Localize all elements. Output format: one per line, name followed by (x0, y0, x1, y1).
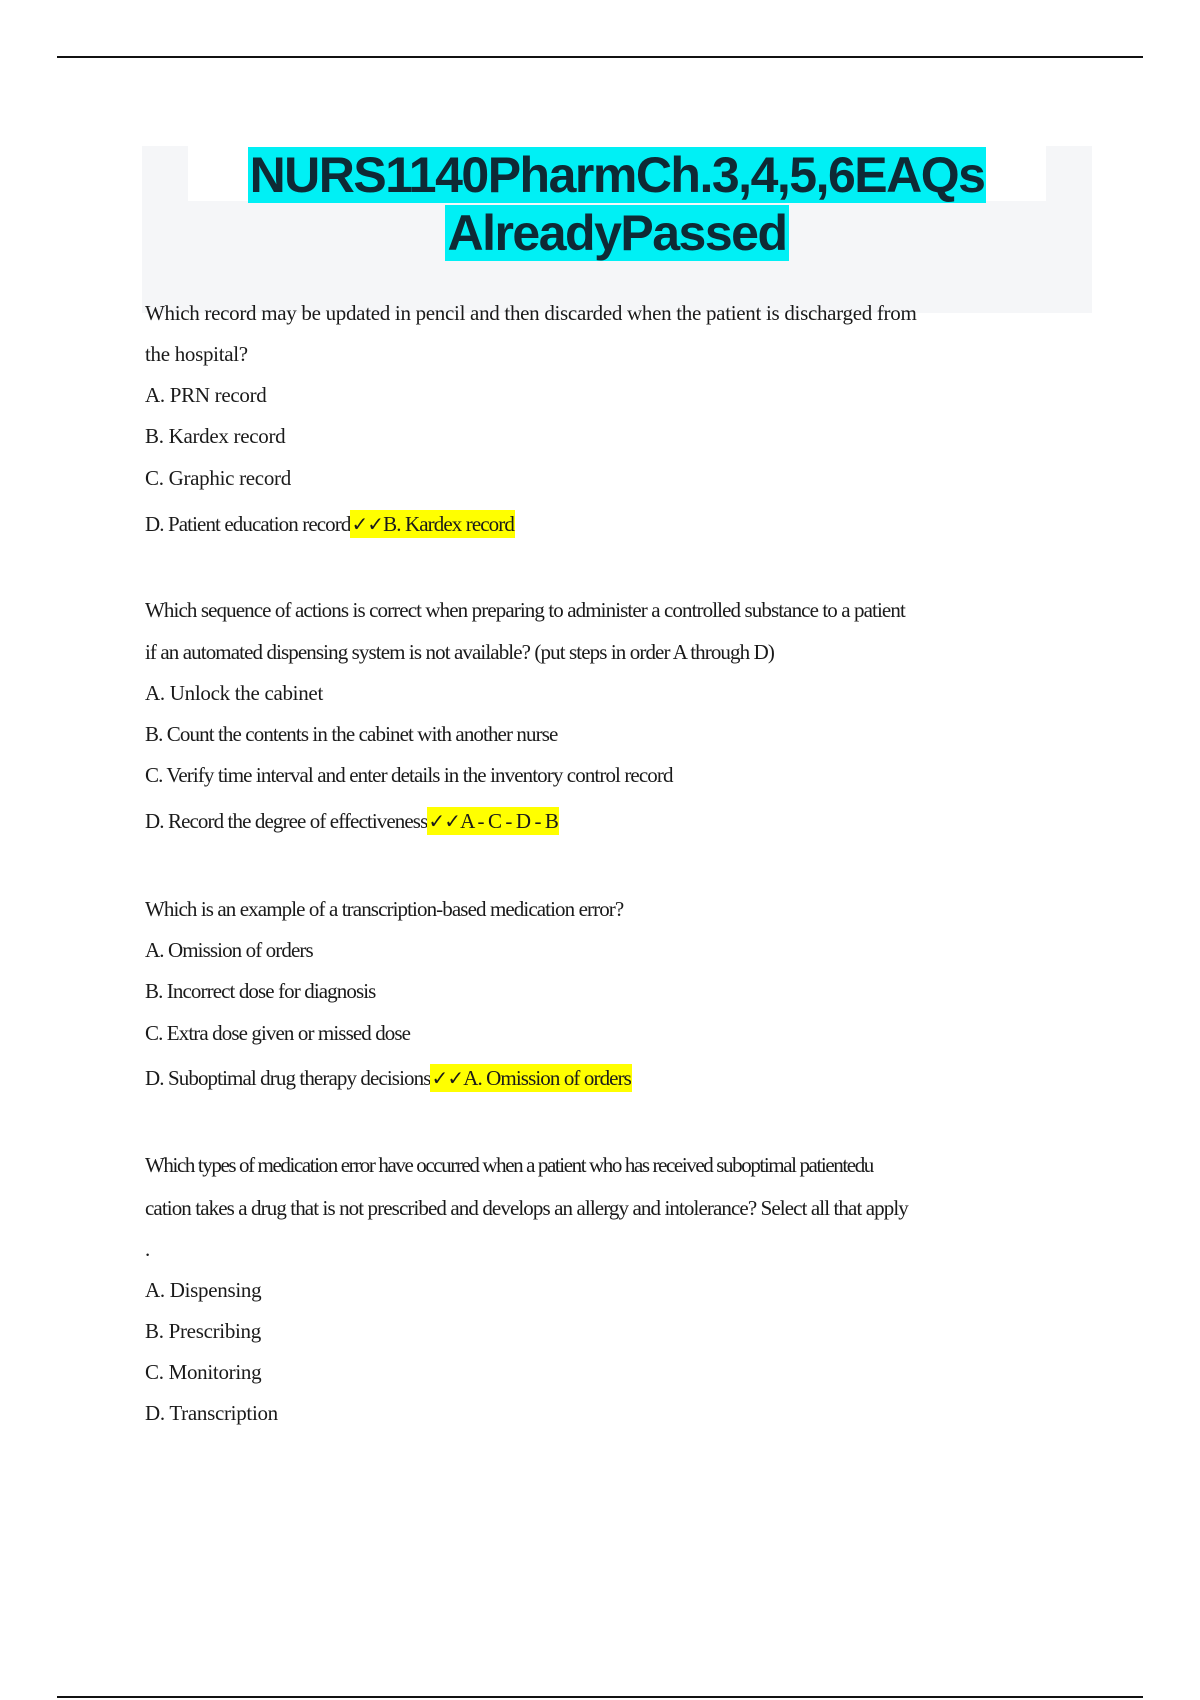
question-3-stem-line-1: Which is an example of a transcription-based medication error? (145, 897, 624, 921)
check-mark-icon: ✓✓ (351, 512, 384, 536)
question-3-option-c: C. Extra dose given or missed dose (145, 1021, 411, 1045)
check-mark-icon: ✓✓ (431, 1066, 464, 1090)
question-4-option-c: C. Monitoring (145, 1360, 262, 1384)
question-4-stem-line-3: . (145, 1237, 150, 1261)
title-line-2: AlreadyPassed (447, 205, 787, 261)
title-block (142, 146, 1092, 313)
question-3-option-a: A. Omission of orders (145, 938, 313, 962)
question-2-answer-text: A - C - D - B (460, 809, 559, 833)
question-1-option-d: D. Patient education record (145, 512, 351, 536)
question-3-option-d: D. Suboptimal drug therapy decisions (145, 1066, 431, 1090)
question-3-answer (430, 1064, 631, 1092)
question-3-option-d-line (145, 1065, 632, 1091)
question-2-option-c: C. Verify time interval and enter details in the inventory control record (145, 763, 673, 787)
question-4-stem-line-1: Which types of medication error have occurred when a patient who has received suboptimal patientedu (145, 1153, 873, 1177)
question-1-stem-line-1: Which record may be updated in pencil and then discarded when the patient is discharged from (145, 301, 917, 325)
question-2-option-d-line (145, 808, 559, 834)
question-2-option-b: B. Count the contents in the cabinet with another nurse (145, 722, 558, 746)
question-2-option-d: D. Record the degree of effectiveness (145, 809, 428, 833)
question-2-stem-line-2: if an automated dispensing system is not available? (put steps in order A through D) (145, 640, 774, 664)
question-1-stem-line-2: the hospital? (145, 342, 248, 366)
question-2-stem-line-1: Which sequence of actions is correct when preparing to administer a controlled substance to a patient (145, 598, 905, 622)
question-4-stem-line-2: cation takes a drug that is not prescribed and develops an allergy and intolerance? Select all that apply (145, 1196, 908, 1220)
question-3-option-b: B. Incorrect dose for diagnosis (145, 979, 376, 1003)
question-1-option-b: B. Kardex record (145, 424, 286, 448)
document-title (142, 146, 1092, 262)
title-line-1: NURS1140PharmCh.3,4,5,6EAQs (249, 147, 985, 203)
question-1-answer-text: B. Kardex record (383, 512, 514, 536)
header-rule (57, 56, 1143, 58)
check-mark-icon: ✓✓ (428, 809, 461, 833)
question-1-option-c: C. Graphic record (145, 466, 291, 490)
question-4-option-b: B. Prescribing (145, 1319, 261, 1343)
question-1-option-d-line (145, 511, 515, 537)
question-3-answer-text: A. Omission of orders (463, 1066, 631, 1090)
question-1-answer (350, 510, 515, 538)
question-4-option-a: A. Dispensing (145, 1278, 262, 1302)
question-4-option-d: D. Transcription (145, 1401, 278, 1425)
question-1-option-a: A. PRN record (145, 383, 267, 407)
question-2-answer (427, 807, 559, 835)
question-2-option-a: A. Unlock the cabinet (145, 681, 323, 705)
footer-rule (57, 1696, 1143, 1698)
